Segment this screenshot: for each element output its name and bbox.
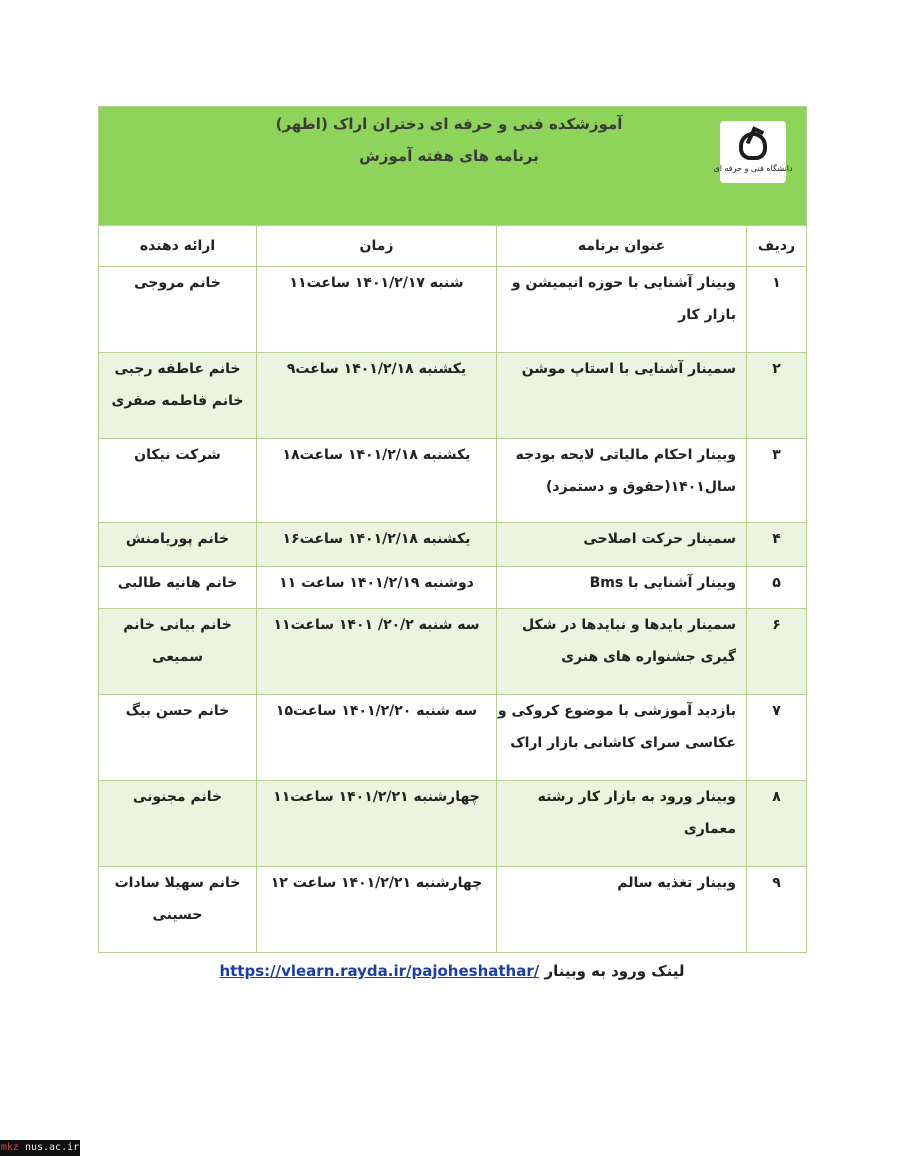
row-index: ۶ (747, 609, 807, 695)
banner-row (99, 107, 807, 226)
table-row (99, 353, 807, 439)
row-index: ۴ (747, 523, 807, 567)
table-row (99, 609, 807, 695)
row-presenter: خانم مروجی (99, 267, 257, 353)
row-presenter: خانم بیانی خانم سمیعی (99, 609, 257, 695)
banner-subtitle: برنامه های هفته آموزش (359, 147, 539, 165)
row-title: وبینار احکام مالیاتی لایحه بودجه سال۱۴۰۱(حقوق و دستمزد) (497, 439, 747, 523)
row-time: یکشنبه ۱۴۰۱/۲/۱۸ ساعت۱۸ (257, 439, 497, 523)
webinar-link-label: لینک ورود به وبینار (544, 962, 685, 980)
table-row (99, 781, 807, 867)
table-row (99, 867, 807, 953)
row-title: بازدید آموزشی با موضوع کروکی و عکاسی سرای کاشانی بازار اراک (497, 695, 747, 781)
webinar-link[interactable]: https://vlearn.rayda.ir/pajoheshathar/ (219, 962, 540, 980)
row-title: وبینار آشنایی با حوزه انیمیشن و بازار کار (497, 267, 747, 353)
watermark-prefix: mkz (0, 1142, 19, 1153)
row-index: ۹ (747, 867, 807, 953)
banner (99, 107, 807, 226)
logo-icon (739, 132, 767, 160)
table-row (99, 567, 807, 609)
header-presenter: ارائه دهنده (99, 226, 257, 267)
table-row (99, 439, 807, 523)
header-index: ردیف (747, 226, 807, 267)
program-table (98, 106, 807, 953)
row-presenter: شرکت نیکان (99, 439, 257, 523)
row-title: وبینار تغذیه سالم (497, 867, 747, 953)
row-presenter: خانم حسن بیگ (99, 695, 257, 781)
row-presenter: خانم عاطفه رجبی خانم فاطمه صفری (99, 353, 257, 439)
header-time: زمان (257, 226, 497, 267)
row-time: شنبه ۱۴۰۱/۲/۱۷ ساعت۱۱ (257, 267, 497, 353)
table-row (99, 695, 807, 781)
row-time: سه شنبه ۲۰/۲/ ۱۴۰۱ ساعت۱۱ (257, 609, 497, 695)
row-index: ۷ (747, 695, 807, 781)
row-index: ۸ (747, 781, 807, 867)
row-time: دوشنبه ۱۴۰۱/۲/۱۹ ساعت ۱۱ (257, 567, 497, 609)
watermark-domain: nus.ac.ir (24, 1142, 80, 1153)
row-presenter: خانم هانیه طالبی (99, 567, 257, 609)
banner-title: آموزشکده فنی و حرفه ای دختران اراک (اطهر) (275, 115, 623, 133)
logo-text: دانشگاه فنی و حرفه ای (713, 163, 793, 173)
row-presenter: خانم سهیلا سادات حسینی (99, 867, 257, 953)
row-time: سه شنبه ۱۴۰۱/۲/۲۰ ساعت۱۵ (257, 695, 497, 781)
row-presenter: خانم مجنونی (99, 781, 257, 867)
row-title: سمینار بایدها و نبایدها در شکل گیری جشنواره های هنری (497, 609, 747, 695)
row-title: سمینار حرکت اصلاحی (497, 523, 747, 567)
row-index: ۱ (747, 267, 807, 353)
header-title: عنوان برنامه (497, 226, 747, 267)
table-row (99, 523, 807, 567)
row-time: چهارشنبه ۱۴۰۱/۲/۲۱ ساعت۱۱ (257, 781, 497, 867)
row-index: ۳ (747, 439, 807, 523)
header-row (99, 226, 807, 267)
table-row (99, 267, 807, 353)
row-time: یکشنبه ۱۴۰۱/۲/۱۸ ساعت۹ (257, 353, 497, 439)
row-title: وبینار ورود به بازار کار رشته معماری (497, 781, 747, 867)
row-index: ۵ (747, 567, 807, 609)
row-title: وبینار آشنایی با Bms (497, 567, 747, 609)
row-time: چهارشنبه ۱۴۰۱/۲/۲۱ ساعت ۱۲ (257, 867, 497, 953)
source-watermark (0, 1140, 80, 1156)
row-time: یکشنبه ۱۴۰۱/۲/۱۸ ساعت۱۶ (257, 523, 497, 567)
university-logo (713, 121, 793, 183)
row-index: ۲ (747, 353, 807, 439)
row-presenter: خانم پوریامنش (99, 523, 257, 567)
row-title: سمینار آشنایی با استاپ موشن (497, 353, 747, 439)
webinar-link-line (98, 962, 806, 980)
